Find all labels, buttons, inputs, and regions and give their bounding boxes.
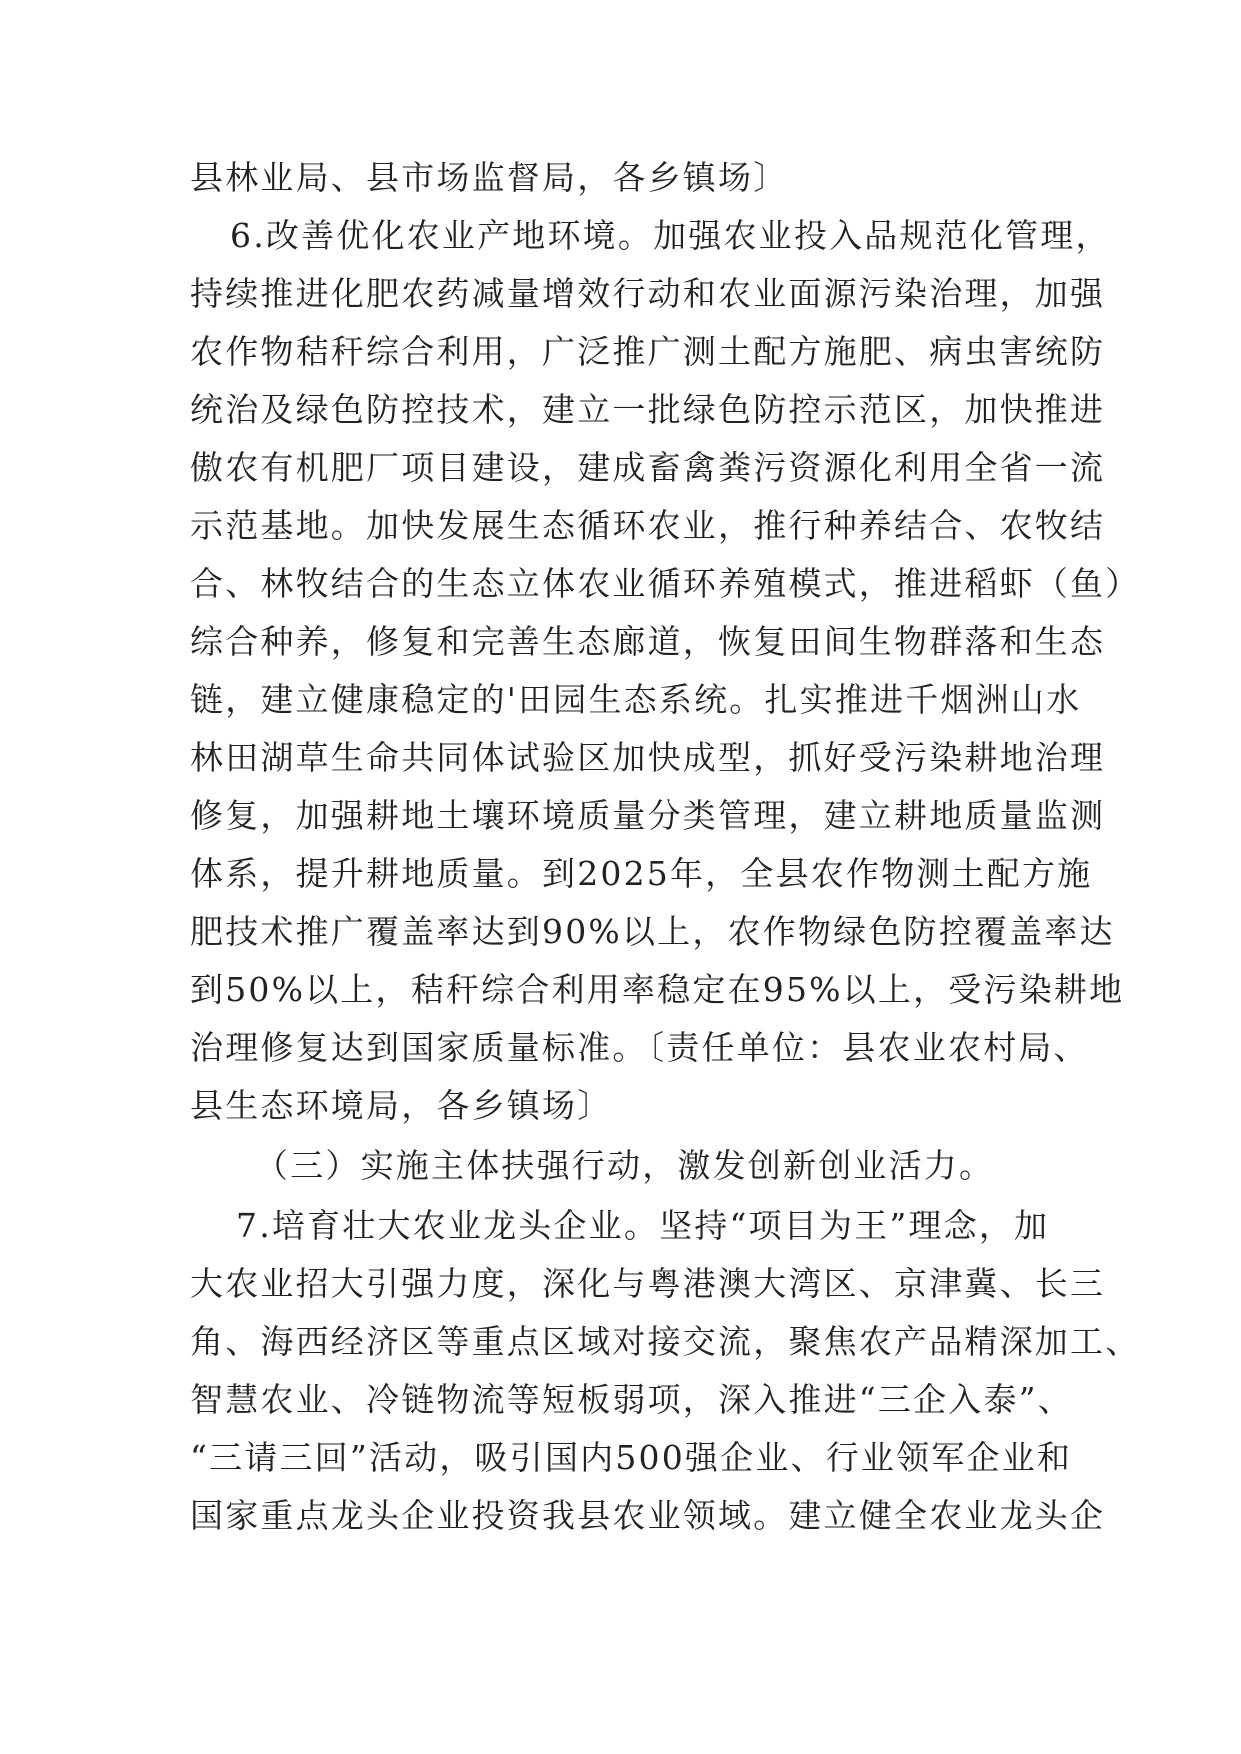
text-line: 持续推进化肥农药减量增效行动和农业面源污染治理，加强 [190, 274, 1106, 313]
text-line: 县林业局、县市场监督局，各乡镇场〕 [190, 158, 789, 197]
section-heading: （三）实施主体扶强行动，激发创新创业活力。 [255, 1146, 995, 1185]
text-line: 7.培育壮大农业龙头企业。坚持“项目为王”理念，加 [236, 1206, 1050, 1245]
text-line: 肥技术推广覆盖率达到90%以上，农作物绿色防控覆盖率达 [190, 912, 1115, 951]
text-line: 智慧农业、冷链物流等短板弱项，深入推进“三企入泰”、 [190, 1380, 1073, 1419]
text-line: 大农业招大引强力度，深化与粤港澳大湾区、京津冀、长三 [190, 1264, 1106, 1303]
text-line: 统治及绿色防控技术，建立一批绿色防控示范区，加快推进 [190, 390, 1106, 429]
text-line: 链，建立健康稳定的'田园生态系统。扎实推进千烟洲山水 [190, 680, 1082, 719]
text-line: 综合种养，修复和完善生态廊道，恢复田间生物群落和生态 [190, 622, 1106, 661]
text-line: 修复，加强耕地土壤环境质量分类管理，建立耕地质量监测 [190, 796, 1106, 835]
text-line: 到50%以上，秸秆综合利用率稳定在95%以上，受污染耕地 [190, 970, 1125, 1009]
text-line: 林田湖草生命共同体试验区加快成型，抓好受污染耕地治理 [190, 738, 1106, 777]
text-line: 角、海西经济区等重点区域对接交流，聚焦农产品精深加工、 [190, 1322, 1141, 1361]
text-line: 县生态环境局，各乡镇场〕 [190, 1086, 613, 1125]
text-line: 傲农有机肥厂项目建设，建成畜禽粪污资源化利用全省一流 [190, 448, 1106, 487]
text-line: 体系，提升耕地质量。到2025年，全县农作物测土配方施 [190, 854, 1093, 893]
text-line: 示范基地。加快发展生态循环农业，推行种养结合、农牧结 [190, 506, 1106, 545]
text-line: “三请三回”活动，吸引国内500强企业、行业领军企业和 [190, 1438, 1073, 1477]
text-line: 国家重点龙头企业投资我县农业领域。建立健全农业龙头企 [190, 1496, 1106, 1535]
text-line: 6.改善优化农业产地环境。加强农业投入品规范化管理， [230, 216, 1111, 255]
text-line: 农作物秸秆综合利用，广泛推广测土配方施肥、病虫害统防 [190, 332, 1106, 371]
text-line: 治理修复达到国家质量标准。〔责任单位：县农业农村局、 [190, 1028, 1089, 1067]
text-line: 合、林牧结合的生态立体农业循环养殖模式，推进稻虾（鱼） [190, 564, 1141, 603]
